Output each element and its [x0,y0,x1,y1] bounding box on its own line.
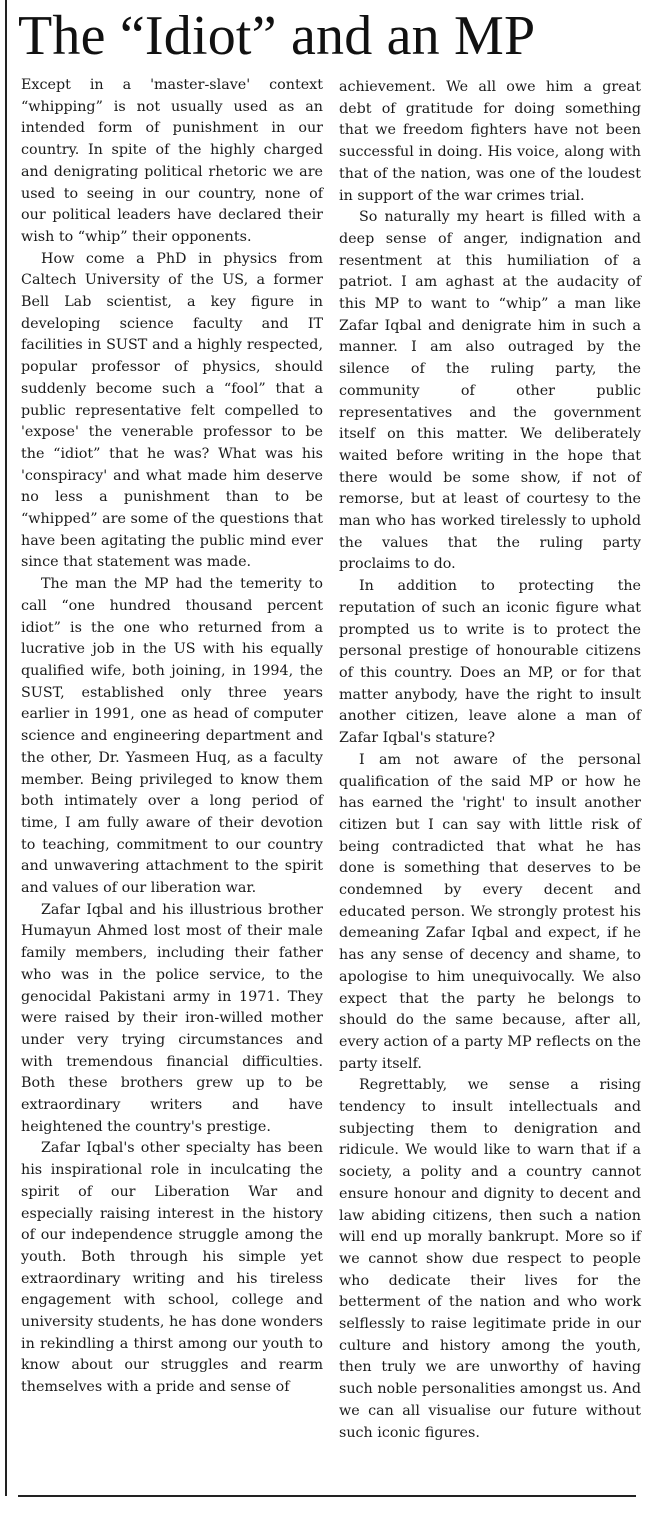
paragraph: Zafar Iqbal's other specialty has been his inspirational role in inculcating the spirit of our Liberation War and especially raising interest in the history of our independence struggle among the youth. Both through his simple yet extraordinary writing and his tireless engagement with school, college and university students, he has done wonders in rekindling a thirst among our youth to know about our struggles and rearm themselves with a pride and sense of [21,1140,323,1396]
article-column-right [339,77,641,1444]
paragraph: I am not aware of the personal qualification of the said MP or how he has earned the 'right' to insult another citizen but I can say with little risk of being contradicted that what he has done is something that deserves to be condemned by every decent and educated person. We strongly protest his demeaning Zafar Iqbal and expect, if he has any sense of decency and shame, to apologise to him unequivocally. We also expect that the party he belongs to should do the same because, after all, every action of a party MP reflects on the party itself. [339,751,641,1072]
paragraph: In addition to protecting the reputation of such an iconic figure what prompted us to write is to protect the personal prestige of honourable citizens of this country. Does an MP, or for that matter anybody, have the right to insult another citizen, leave alone a man of Zafar Iqbal's stature? [339,578,641,747]
paragraph-continued: achievement. We all owe him a great debt of gratitude for doing something that we freedom fighters have not been successful in doing. His voice, along with that of the nation, was one of the loudest in support of the war crimes trial. [339,79,641,204]
article-headline: The “Idiot” and an MP [18,5,536,67]
paragraph: The man the MP had the temerity to call “one hundred thousand percent idiot” is the one who returned from a lucrative job in the US with his equally qualified wife, both joining, in 1994, the SUST, established only three years earlier in 1991, one as head of computer science and engineering department and the other, Dr. Yasmeen Huq, as a faculty member. Being privileged to know them both intimately over a long period of time, I am fully aware of their devotion to teaching, commitment to our country and unwavering attachment to the spirit and values of our liberation war. [21,576,323,897]
paragraph: Regrettably, we sense a rising tendency to insult intellectuals and subjecting them to denigration and ridicule. We would like to warn that if a society, a polity and a country cannot ensure honour and dignity to decent and law abiding citizens, then such a nation will end up morally bankrupt. More so if we cannot show due respect to people who dedicate their lives for the betterment of the nation and who work selflessly to raise legitimate pride in our culture and history among the youth, then truly we are unworthy of having such noble personalities amongst us. And we can all visualise our future without such iconic figures. [339,1077,641,1441]
left-border-rule [5,0,7,1496]
paragraph: So naturally my heart is filled with a deep sense of anger, indignation and resentment at this humiliation of a patriot. I am aghast at the audacity of this MP to want to “whip” a man like Zafar Iqbal and denigrate him in such a manner. I am also outraged by the silence of the ruling party, the community of other public representatives and the government itself on this matter. We deliberately waited before writing in the hope that there would be some show, if not of remorse, but at least of courtesy to the man who has worked tirelessly to uphold the values that the ruling party proclaims to do. [339,209,641,573]
paragraph: How come a PhD in physics from Caltech University of the US, a former Bell Lab scientist, a key figure in developing science faculty and IT facilities in SUST and a highly respected, popular professor of physics, should suddenly become such a “fool” that a public representative felt compelled to 'expose' the venerable professor to be the “idiot” that he was? What was his 'conspiracy' and what made him deserve no less a punishment than to be “whipped” are some of the questions that have been agitating the public mind ever since that statement was made. [21,250,323,571]
bottom-border-rule [18,1495,636,1497]
article-column-left [21,75,323,1399]
paragraph: Except in a 'master-slave' context “whipping” is not usually used as an intended form of punishment in our country. In spite of the highly charged and denigrating political rhetoric we are used to seeing in our country, none of our political leaders have declared their wish to “whip” their opponents. [21,77,323,245]
paragraph: Zafar Iqbal and his illustrious brother Humayun Ahmed lost most of their male family members, including their father who was in the police service, to the genocidal Pakistani army in 1971. They were raised by their iron-willed mother under very trying circumstances and with tremendous financial difficulties. Both these brothers grew up to be extraordinary writers and have heightened the country's prestige. [21,901,323,1135]
